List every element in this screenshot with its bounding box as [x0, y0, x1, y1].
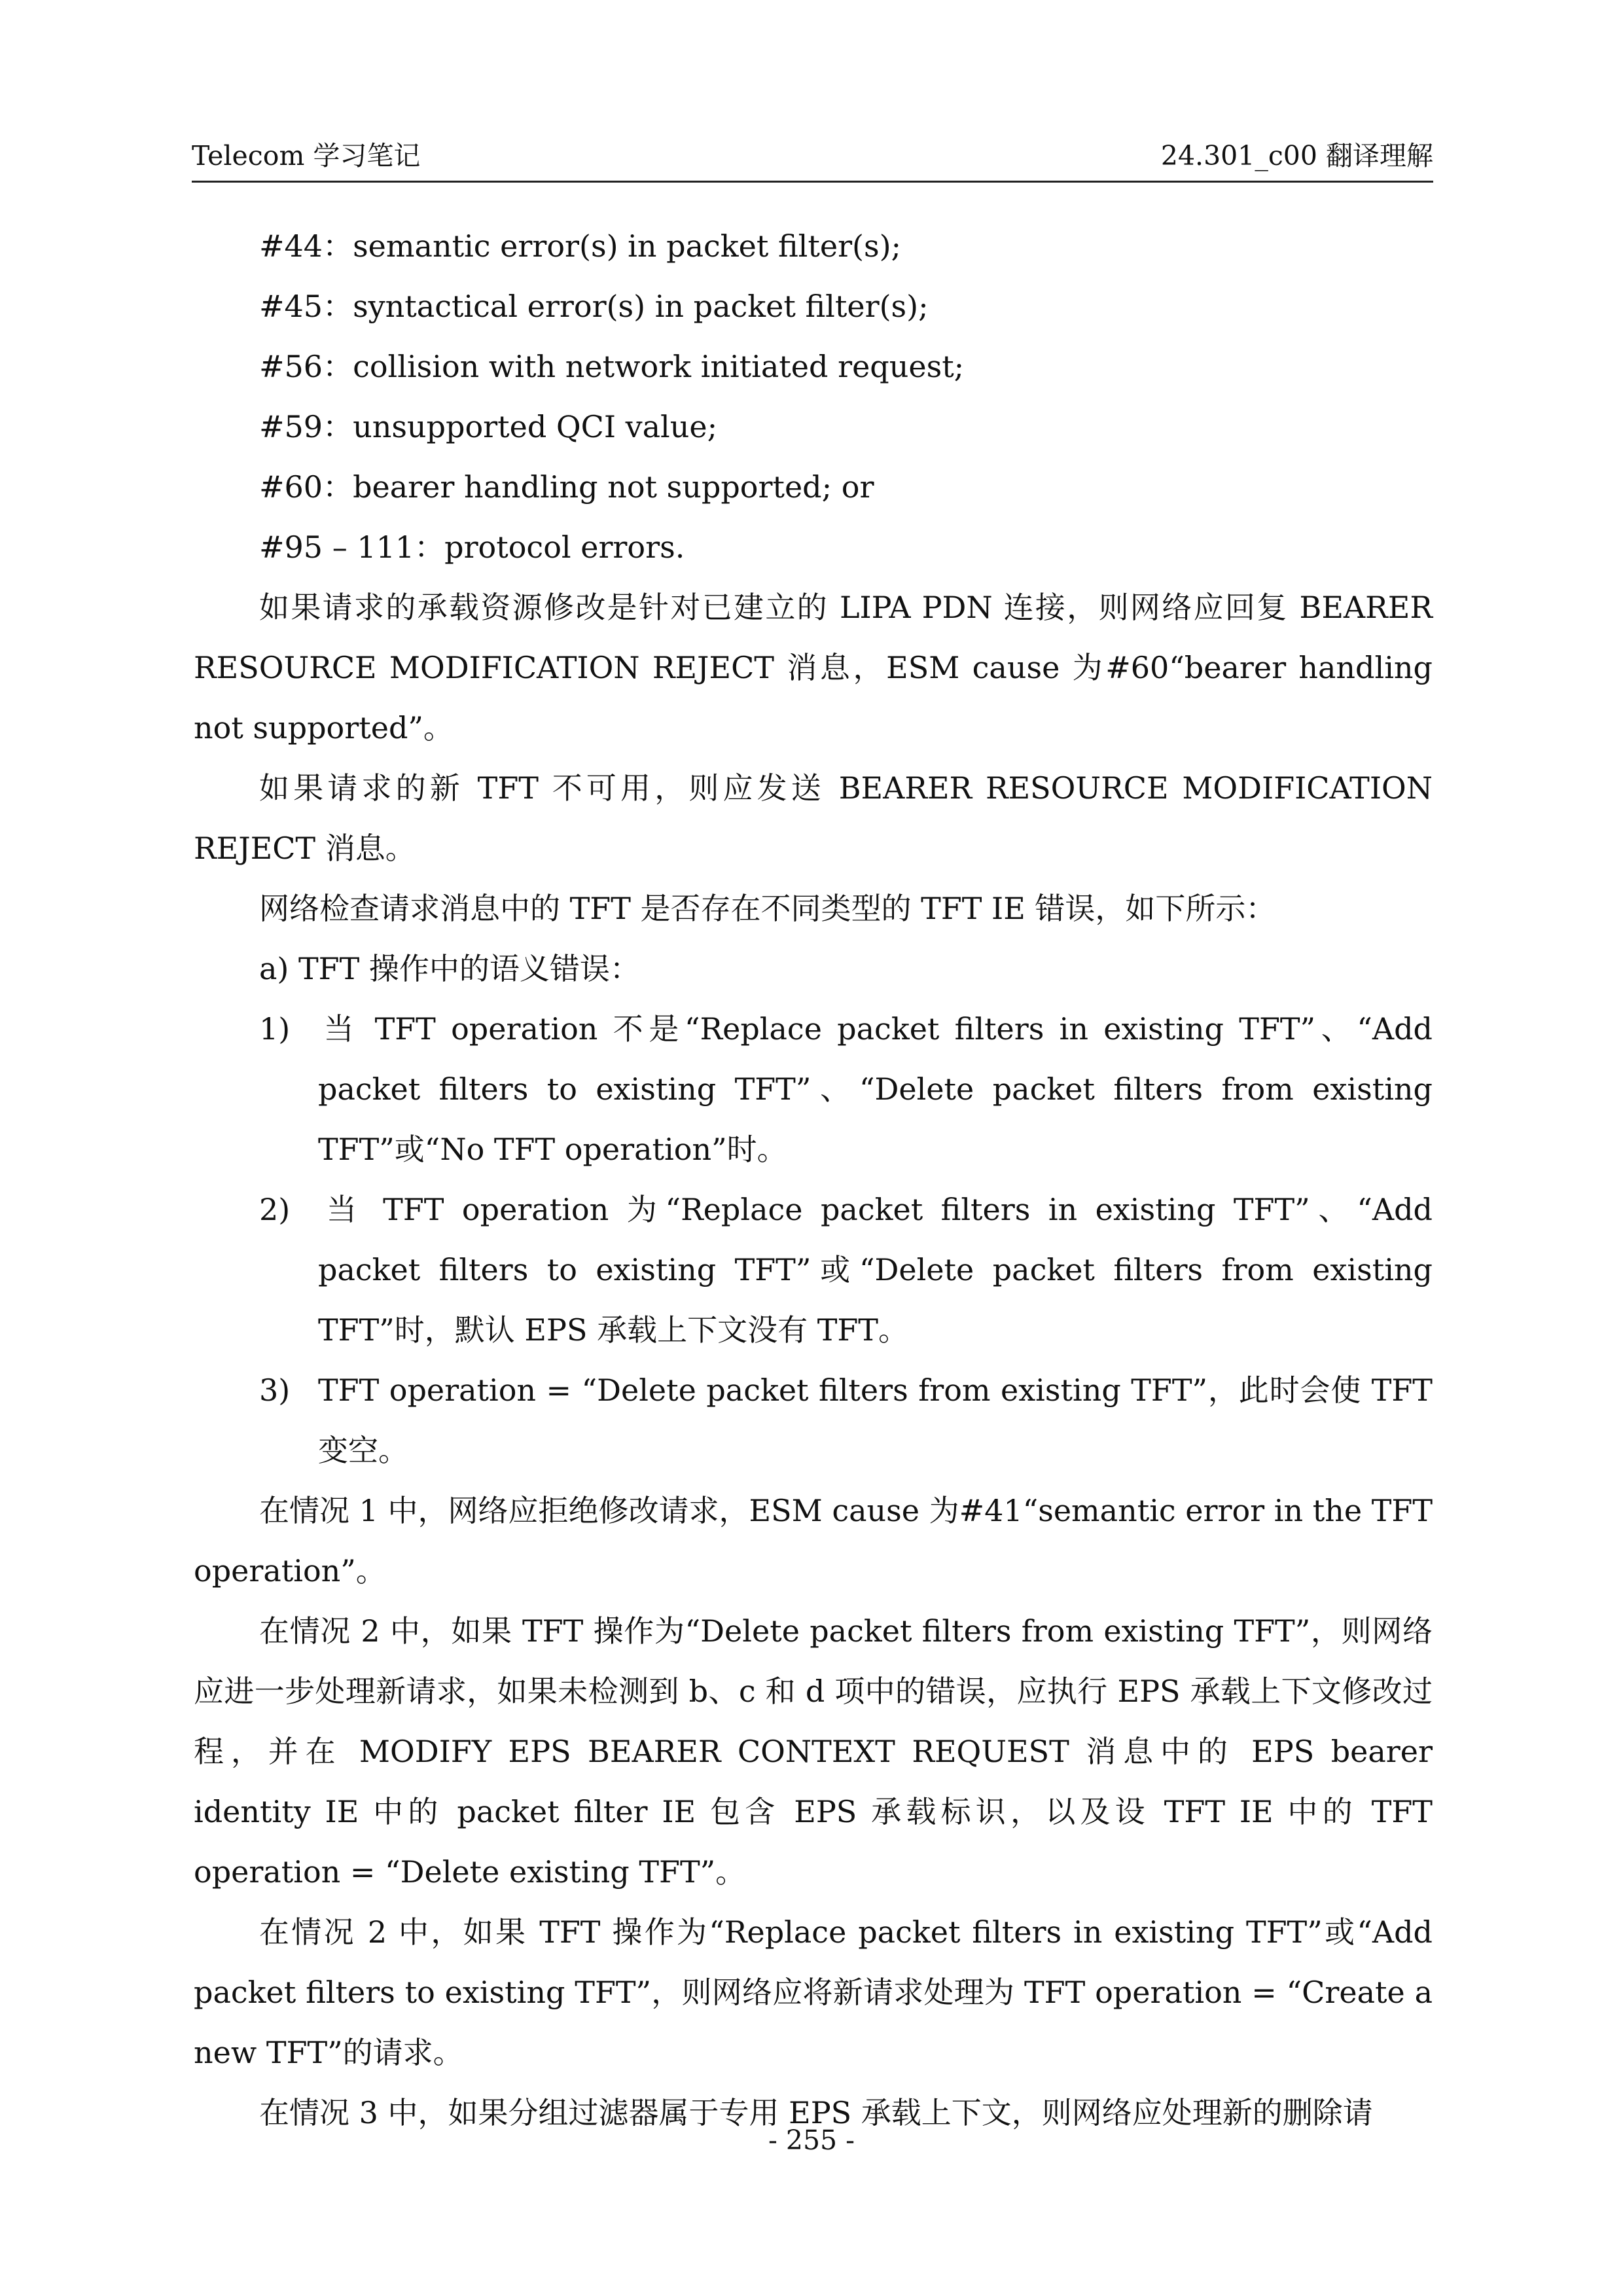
cause-line-60: #60：bearer handling not supported; or	[259, 469, 874, 505]
numbered-item-1	[194, 999, 1433, 1179]
item-number: 2)	[259, 1192, 291, 1227]
numbered-item-3	[194, 1360, 1433, 1480]
page-number: - 255 -	[768, 2125, 855, 2156]
paragraph-tft-check: 网络检查请求消息中的 TFT 是否存在不同类型的 TFT IE 错误，如下所示：	[259, 891, 1276, 926]
cause-line-44: #44：semantic error(s) in packet filter(s);	[259, 228, 902, 264]
header-title: Telecom 学习笔记	[192, 140, 421, 171]
paragraph-case-1: 在情况 1 中，网络应拒绝修改请求，ESM cause 为#41“semantic error in the TFT operation”。	[194, 1493, 1433, 1588]
item-text: 当 TFT operation 为“Replace packet filters in existing TFT”、“Add packet filters to existing TFT”或“Delete packet filters from existing TFT”时，默认 EPS 承载上下文没有 TFT。	[318, 1192, 1433, 1348]
cause-line-95-111: #95 – 111：protocol errors.	[259, 529, 685, 565]
paragraph-new-tft: 如果请求的新 TFT 不可用，则应发送 BEARER RESOURCE MODIFICATION REJECT 消息。	[194, 770, 1433, 866]
item-text: 当 TFT operation 不是“Replace packet filters in existing TFT”、“Add packet filters to existing TFT”、“Delete packet filters from existing TFT”或“No TFT operation”时。	[318, 1011, 1433, 1167]
header-doc-id: 24.301_c00 翻译理解	[1160, 140, 1433, 171]
page-header	[192, 131, 1433, 183]
cause-line-56: #56：collision with network initiated request;	[259, 349, 965, 384]
numbered-item-2	[194, 1179, 1433, 1360]
paragraph-case-3: 在情况 3 中，如果分组过滤器属于专用 EPS 承载上下文，则网络应处理新的删除请	[259, 2095, 1373, 2130]
cause-line-45: #45：syntactical error(s) in packet filter(s);	[259, 289, 929, 324]
item-text: TFT operation = “Delete packet filters from existing TFT”，此时会使 TFT 变空。	[318, 1372, 1433, 1468]
paragraph-case-2-replace-add: 在情况 2 中，如果 TFT 操作为“Replace packet filters in existing TFT”或“Add packet filters to existing TFT”，则网络应将新请求处理为 TFT operation = “Create a new TFT”的请求。	[194, 1914, 1433, 2070]
item-number: 3)	[259, 1372, 291, 1408]
paragraph-case-2-delete: 在情况 2 中，如果 TFT 操作为“Delete packet filters from existing TFT”，则网络应进一步处理新请求，如果未检测到 b、c 和 d 项中的错误，应执行 EPS 承载上下文修改过程，并在 MODIFY EPS BEARER CONTEXT REQUEST 消息中的 EPS bearer identity IE 中的 packet filter IE 包含 EPS 承载标识，以及设 TFT IE 中的 TFT operation = “Delete existing TFT”。	[194, 1613, 1433, 1890]
paragraph-lipa: 如果请求的承载资源修改是针对已建立的 LIPA PDN 连接，则网络应回复 BEARER RESOURCE MODIFICATION REJECT 消息，ESM cause 为#60“bearer handling not supported”。	[194, 590, 1433, 745]
cause-line-59: #59：unsupported QCI value;	[259, 409, 718, 444]
item-number: 1)	[259, 1011, 291, 1047]
list-item-a: a) TFT 操作中的语义错误：	[259, 951, 640, 986]
page-body	[194, 216, 1433, 2143]
